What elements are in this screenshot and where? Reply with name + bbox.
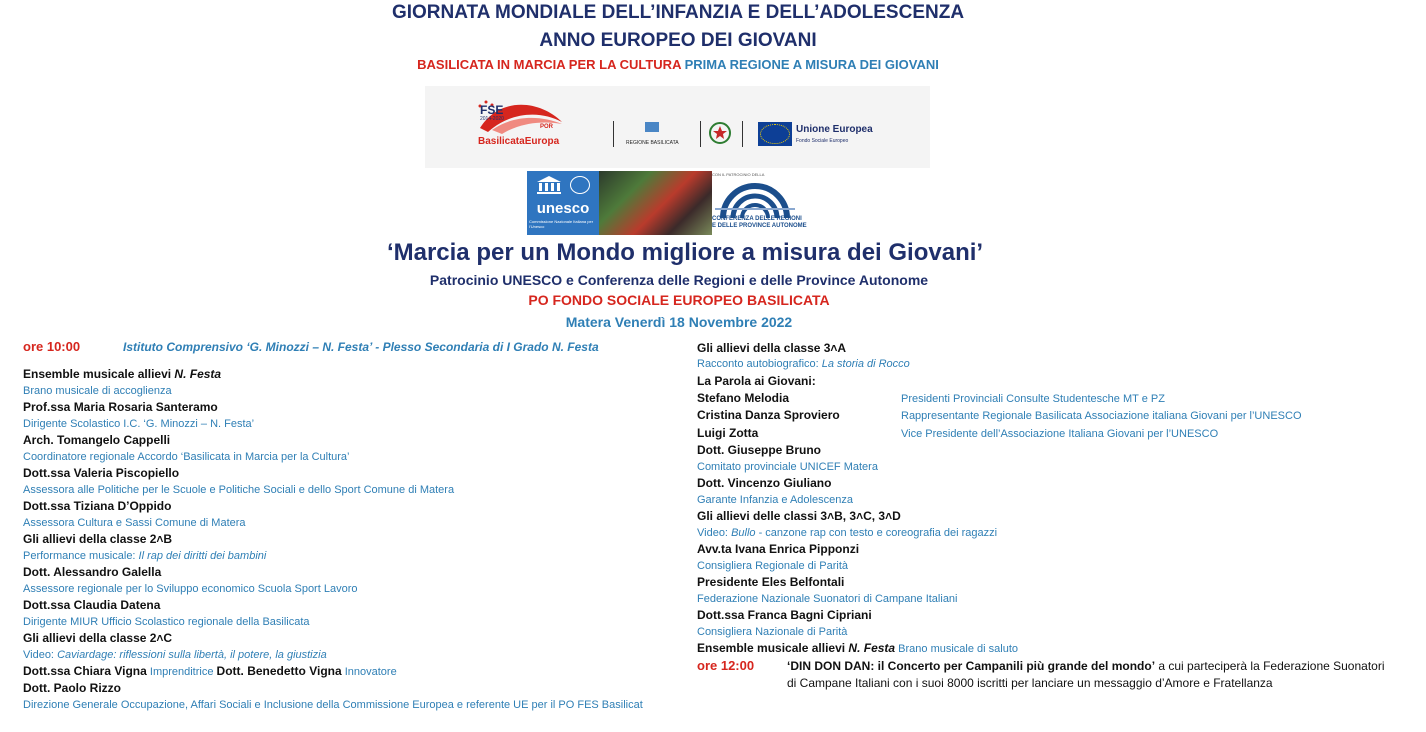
program-item-sub xyxy=(697,357,910,371)
header-line-2: ANNO EUROPEO DEI GIOVANI xyxy=(539,30,817,51)
speaker-name: Stefano Melodia xyxy=(697,391,790,405)
unione-europea-label: Unione Europea xyxy=(796,124,873,135)
performance-type: Performance musicale: xyxy=(23,550,139,562)
performance-title: Il rap dei diritti dei bambini xyxy=(138,550,267,562)
unesco-word: unesco xyxy=(536,200,590,217)
speaker-role: Rappresentante Regionale Basilicata Associazione italiana Giovani per l’UNESCO xyxy=(901,410,1302,422)
logo-divider xyxy=(742,121,743,147)
time-1200: ore 12:00 xyxy=(697,658,755,673)
conferenza-line-1: CONFERENZA DELLE REGIONI xyxy=(712,216,802,222)
speaker-role: Consigliera Regionale di Parità xyxy=(697,560,849,572)
performance-type: Racconto autobiografico: xyxy=(697,358,822,370)
program-item: Gli allievi della classe 2˄C xyxy=(23,631,173,645)
program-item-sub xyxy=(23,648,327,662)
speaker-name: Dott. Alessandro Galella xyxy=(23,565,162,579)
program-item: Gli allievi della classe 2˄B xyxy=(23,532,173,546)
program-item xyxy=(697,641,1018,656)
fse-years: 2014-2020 xyxy=(480,116,504,122)
unesco-temple-icon xyxy=(536,175,562,195)
conferenza-line-2: E DELLE PROVINCE AUTONOME xyxy=(712,223,807,229)
speaker-name: Dott. Benedetto Vigna xyxy=(216,664,342,678)
header-line-1: GIORNATA MONDIALE DELL’INFANZIA E DELL’ADOLESCENZA xyxy=(391,2,965,23)
venue-line: Istituto Comprensivo ‘G. Minozzi – N. Festa’ - Plesso Secondaria di I Grado N. Festa xyxy=(123,340,599,354)
unesco-subtitle: Commissione Nazionale Italiana per l’Unesco xyxy=(529,219,594,229)
date-line: Matera Venerdì 18 Novembre 2022 xyxy=(565,314,793,330)
children-photo xyxy=(599,171,712,235)
speaker-name: Luigi Zotta xyxy=(697,426,759,440)
regione-basilicata-label: REGIONE BASILICATA xyxy=(626,140,679,146)
section-heading: La Parola ai Giovani: xyxy=(697,374,816,388)
por-label: POR xyxy=(540,124,554,130)
speaker-role: Federazione Nazionale Suonatori di Campane Italiani xyxy=(697,593,958,605)
concerto-line-2: di Campane Italiani con i suoi 8000 iscritti per lanciare un messaggio d’Amore e Fratellanza xyxy=(787,676,1273,690)
program-item-sub xyxy=(23,549,266,563)
po-line: PO FONDO SOCIALE EUROPEO BASILICATA xyxy=(528,292,830,308)
speaker-name: Prof.ssa Maria Rosaria Santeramo xyxy=(23,400,218,414)
performance-type: Video: xyxy=(23,649,58,661)
time-1000: ore 10:00 xyxy=(23,339,81,354)
speaker-name: Dott. Giuseppe Bruno xyxy=(697,443,821,457)
speaker-role: Coordinatore regionale Accordo ‘Basilicata in Marcia per la Cultura’ xyxy=(23,451,350,463)
concerto-title: ‘DIN DON DAN: il Concerto per Campanili più grande del mondo’ xyxy=(787,659,1156,673)
speaker-name: Dott. Vincenzo Giuliano xyxy=(697,476,832,490)
speaker-role: Presidenti Provinciali Consulte Studentesche MT e PZ xyxy=(901,393,1165,405)
speaker-role: Vice Presidente dell’Associazione Italiana Giovani per l’UNESCO xyxy=(901,428,1219,440)
performance-desc: - canzone rap con testo e coreografia dei ragazzi xyxy=(755,527,998,539)
performance-type: Video: xyxy=(697,527,732,539)
performance-title: Bullo xyxy=(731,527,756,539)
speaker-role: Dirigente MIUR Ufficio Scolastico regionale della Basilicata xyxy=(23,616,310,628)
concerto-desc: a cui parteciperà la Federazione Suonatori xyxy=(1155,659,1385,673)
program-item-sub xyxy=(697,526,997,540)
program-item xyxy=(23,367,221,381)
logo-divider xyxy=(700,121,701,147)
program-item-sub: Brano musicale di accoglienza xyxy=(23,385,172,397)
speaker-name: Dott. Paolo Rizzo xyxy=(23,681,121,695)
speaker-role: Garante Infanzia e Adolescenza xyxy=(697,494,853,506)
header-red-text: BASILICATA IN MARCIA PER LA CULTURA xyxy=(417,57,681,72)
eu-stars-icon xyxy=(760,124,790,144)
ensemble-desc: Brano musicale di saluto xyxy=(895,643,1019,655)
speaker-pair xyxy=(23,664,397,679)
speaker-name: Dott.ssa Valeria Piscopiello xyxy=(23,466,180,480)
speaker-name: Dott.ssa Tiziana D’Oppido xyxy=(23,499,172,513)
event-title: ‘Marcia per un Mondo migliore a misura dei Giovani’ xyxy=(386,239,984,266)
logo-divider xyxy=(613,121,614,147)
speaker-name: Dott.ssa Claudia Datena xyxy=(23,598,161,612)
ensemble-label: Ensemble musicale allievi xyxy=(23,367,175,381)
conferenza-arcs-logo xyxy=(715,178,795,218)
speaker-role: Assessora alle Politiche per le Scuole e Politiche Sociali e dello Sport Comune di Matera xyxy=(23,484,455,496)
speaker-role: Assessora Cultura e Sassi Comune di Matera xyxy=(23,517,246,529)
speaker-name: Cristina Danza Sproviero xyxy=(697,408,840,422)
italian-emblem-icon xyxy=(708,121,732,145)
speaker-role: Innovatore xyxy=(341,666,397,678)
header-blue-text: PRIMA REGIONE A MISURA DEI GIOVANI xyxy=(684,57,939,72)
italian-emblem-icon xyxy=(570,176,590,194)
speaker-role: Imprenditrice xyxy=(146,666,217,678)
ensemble-school: N. Festa xyxy=(848,641,896,655)
fse-label: FSE xyxy=(480,103,504,117)
concerto-line-1 xyxy=(787,659,1385,673)
speaker-role: Consigliera Nazionale di Parità xyxy=(697,626,848,638)
patrocinio-line: Patrocinio UNESCO e Conferenza delle Regioni e delle Province Autonome xyxy=(429,272,929,288)
speaker-role: Assessore regionale per lo Sviluppo economico Scuola Sport Lavoro xyxy=(23,583,358,595)
program-item: Gli allievi della classe 3˄A xyxy=(697,341,847,355)
regione-crest-icon xyxy=(645,122,659,132)
performance-title: La storia di Rocco xyxy=(821,358,910,370)
speaker-role: Comitato provinciale UNICEF Matera xyxy=(697,461,878,473)
conferenza-patrocinio-label: CON IL PATROCINIO DELLA xyxy=(712,172,765,177)
ensemble-label: Ensemble musicale allievi xyxy=(697,641,849,655)
speaker-name: Presidente Eles Belfontali xyxy=(697,575,845,589)
speaker-name: Avv.ta Ivana Enrica Pipponzi xyxy=(697,542,860,556)
speaker-role: Dirigente Scolastico I.C. ‘G. Minozzi – N. Festa’ xyxy=(23,418,255,430)
speaker-name: Dott.ssa Franca Bagni Cipriani xyxy=(697,608,872,622)
program-item: Gli allievi delle classi 3˄B, 3˄C, 3˄D xyxy=(697,509,901,523)
header-line-3 xyxy=(0,57,1356,72)
fondo-sociale-label: Fondo Sociale Europeo xyxy=(796,138,849,144)
speaker-role: Direzione Generale Occupazione, Affari Sociali e Inclusione della Commissione Europea e referente UE per il PO FES Basilicat xyxy=(23,699,643,711)
conferenza-label xyxy=(712,216,852,230)
ensemble-school: N. Festa xyxy=(174,367,222,381)
speaker-name: Arch. Tomangelo Cappelli xyxy=(23,433,171,447)
performance-title: Caviardage: riflessioni sulla libertà, il potere, la giustizia xyxy=(57,649,327,661)
basilicata-europa-label: BasilicataEuropa xyxy=(478,136,560,147)
speaker-name: Dott.ssa Chiara Vigna xyxy=(23,664,147,678)
